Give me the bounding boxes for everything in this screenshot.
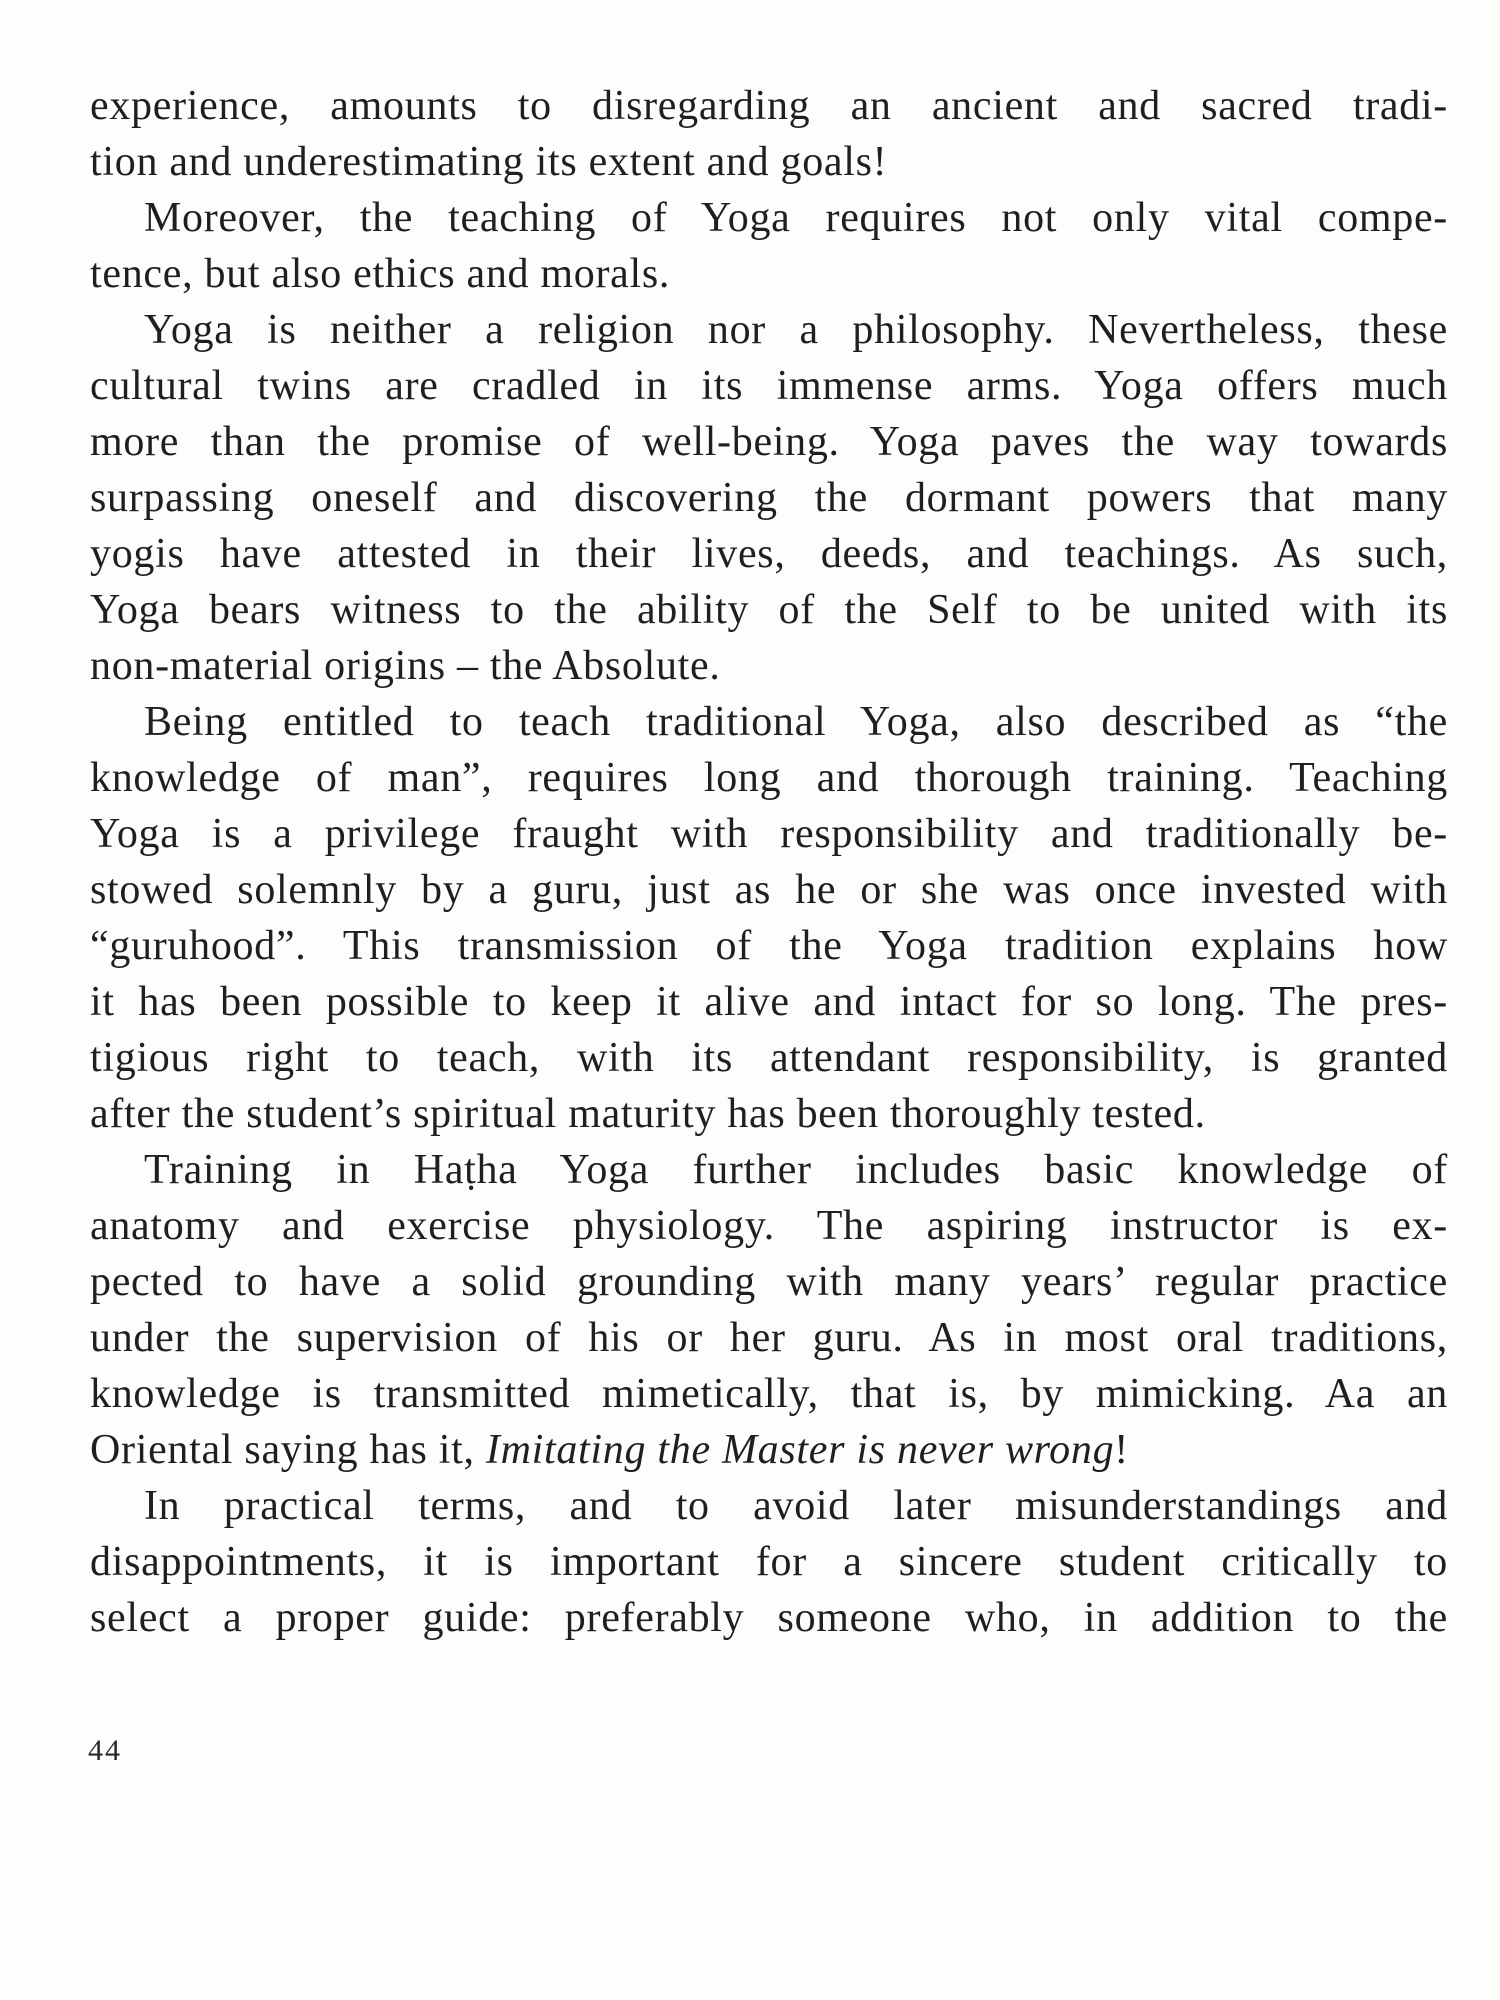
text-line: experience, amounts to disregarding an ancient and sacred tradi- (90, 83, 1448, 129)
text-line: anatomy and exercise physiology. The aspiring instructor is ex- (90, 1203, 1448, 1249)
text-line: yogis have attested in their lives, deeds, and teachings. As such, (90, 531, 1448, 577)
text-line: under the supervision of his or her guru. As in most oral traditions, (90, 1315, 1448, 1361)
text-line: disappointments, it is important for a sincere student critically to (90, 1539, 1448, 1585)
text-line: In practical terms, and to avoid later misunderstandings and (144, 1483, 1448, 1529)
text-line: Moreover, the teaching of Yoga requires not only vital compe- (144, 195, 1448, 241)
text-line: Being entitled to teach traditional Yoga, also described as “the (144, 699, 1448, 745)
text-line: it has been possible to keep it alive and intact for so long. The pres- (90, 979, 1448, 1025)
italic-quote: Imitating the Master is never wrong (485, 1427, 1115, 1473)
text-line: knowledge of man”, requires long and thorough training. Teaching (90, 755, 1448, 801)
text-line: Yoga is neither a religion nor a philosophy. Nevertheless, these (144, 307, 1448, 353)
text-line: “guruhood”. This transmission of the Yoga tradition explains how (90, 923, 1448, 969)
text-line: Yoga is a privilege fraught with responsibility and traditionally be- (90, 811, 1448, 857)
text-line-with-italic-quote (90, 1422, 1448, 1478)
page-number: 44 (88, 1734, 122, 1767)
text-line: more than the promise of well-being. Yoga paves the way towards (90, 419, 1448, 465)
text-line: Yoga bears witness to the ability of the Self to be united with its (90, 587, 1448, 633)
text-line: knowledge is transmitted mimetically, that is, by mimicking. Aa an (90, 1371, 1448, 1417)
text-line: Training in Haṭha Yoga further includes basic knowledge of (144, 1147, 1448, 1193)
text-line: tence, but also ethics and morals. (90, 251, 671, 297)
text-line: tion and underestimating its extent and goals! (90, 139, 888, 185)
text-line: cultural twins are cradled in its immense arms. Yoga offers much (90, 363, 1448, 409)
text-line: select a proper guide: preferably someone who, in addition to the (90, 1595, 1448, 1641)
text-line: stowed solemnly by a guru, just as he or she was once invested with (90, 867, 1448, 913)
text-fragment: ! (1114, 1427, 1129, 1473)
text-fragment: Oriental saying has it, (90, 1427, 486, 1473)
text-line: tigious right to teach, with its attendant responsibility, is granted (90, 1035, 1448, 1081)
text-line: pected to have a solid grounding with many years’ regular practice (90, 1259, 1448, 1305)
text-line: non-material origins – the Absolute. (90, 643, 721, 689)
body-text (90, 78, 1448, 1646)
text-line: surpassing oneself and discovering the dormant powers that many (90, 475, 1448, 521)
text-line: after the student’s spiritual maturity has been thoroughly tested. (90, 1091, 1206, 1137)
